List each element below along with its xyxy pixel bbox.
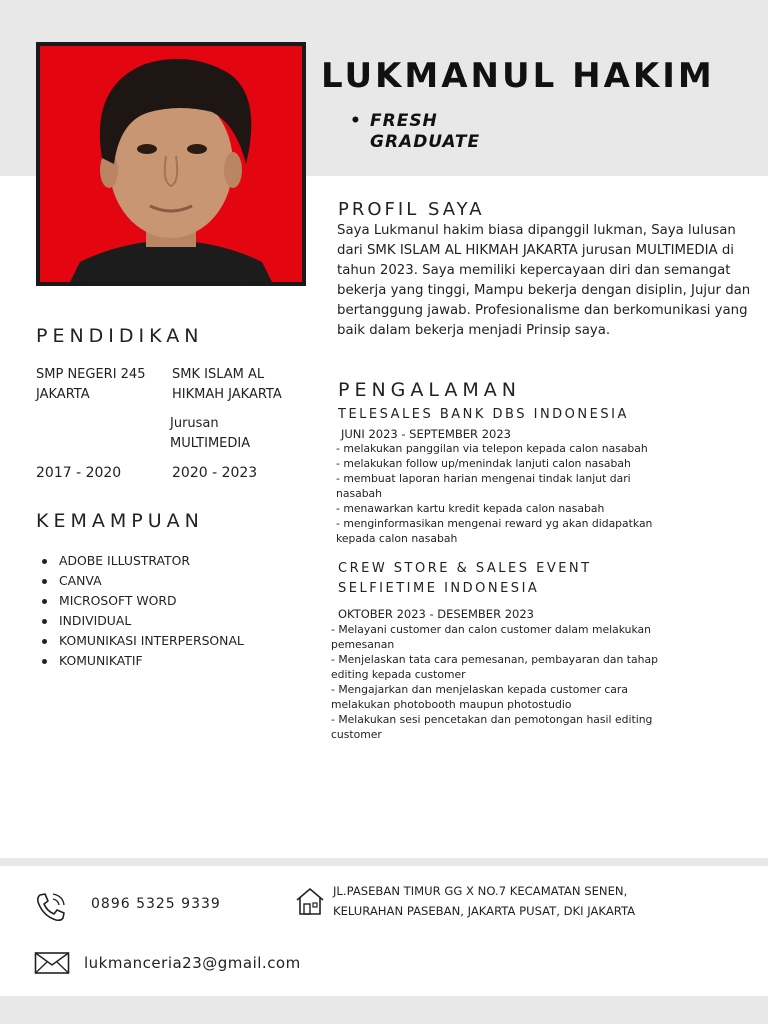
education-heading: PENDIDIKAN [36, 325, 204, 347]
contact-phone[interactable]: 0896 5325 9339 [91, 896, 221, 912]
skill-item: INDIVIDUAL [36, 611, 244, 631]
school-2-years: 2020 - 2023 [172, 465, 258, 481]
skill-item: ADOBE ILLUSTRATOR [36, 551, 244, 571]
address-line-2: KELURAHAN PASEBAN, JAKARTA PUSAT, DKI JAKARTA [333, 904, 636, 918]
mail-icon [34, 951, 70, 975]
school-2-line-2: HIKMAH JAKARTA [172, 387, 282, 402]
major-line-2: MULTIMEDIA [170, 436, 251, 451]
candidate-name: LUKMANUL HAKIM [321, 56, 715, 96]
job-2-period: OKTOBER 2023 - DESEMBER 2023 [338, 607, 534, 621]
school-2-line-1: SMK ISLAM AL [172, 367, 265, 382]
role-line-2: GRADUATE [370, 132, 481, 152]
job-1-duty-line: - membuat laporan harian mengenai tindak lanjut dari [336, 472, 631, 485]
education-school-2 [172, 365, 282, 405]
education-major [170, 414, 250, 454]
skills-list [36, 551, 244, 671]
job-2-duties [331, 622, 756, 742]
job-2-duty-line: editing kepada customer [331, 668, 466, 681]
address-line-1: JL.PASEBAN TIMUR GG X NO.7 KECAMATAN SENEN, [333, 884, 628, 898]
job-1-duty-line: kepada calon nasabah [336, 532, 458, 545]
profile-heading: PROFIL SAYA [338, 199, 485, 220]
school-1-years: 2017 - 2020 [36, 465, 122, 481]
profile-photo [36, 42, 306, 286]
skill-item: MICROSOFT WORD [36, 591, 244, 611]
education-school-1 [36, 365, 145, 405]
job-2-duty-line: melakukan photobooth maupun photostudio [331, 698, 572, 711]
job-1-title: TELESALES BANK DBS INDONESIA [338, 407, 629, 422]
contact-email[interactable]: lukmanceria23@gmail.com [84, 954, 301, 972]
school-1-line-1: SMP NEGERI 245 [36, 367, 146, 382]
job-2-title-line-2: SELFIETIME INDONESIA [338, 581, 540, 596]
job-1-duty-line: - melakukan follow up/menindak lanjuti calon nasabah [336, 457, 631, 470]
role-line-1: FRESH [370, 111, 438, 131]
job-2-title-line-1: CREW STORE & SALES EVENT [338, 561, 592, 576]
job-1-duties [336, 441, 756, 546]
contact-address [333, 881, 635, 921]
phone-icon [34, 890, 68, 924]
bullet-icon: • [350, 111, 362, 131]
job-2-duty-line: - Melayani customer dan calon customer dalam melakukan [331, 623, 652, 636]
profile-text: Saya Lukmanul hakim biasa dipanggil lukman, Saya lulusan dari SMK ISLAM AL HIKMAH JAKARTA jurusan MULTIMEDIA di tahun 2023. Saya memiliki kepercayaan diri dan semangat bekerja yang tinggi, Mampu bekerja dengan disiplin, Jujur dan bertanggung jawab. Profesionalisme dan berkomunikasi yang baik dalam bekerja menjadi Prinsip saya. [337, 223, 751, 338]
person-photo-illustration [40, 46, 302, 282]
experience-heading: PENGALAMAN [338, 379, 522, 401]
job-2-duty-line: pemesanan [331, 638, 395, 651]
job-1-duty-line: - menawarkan kartu kredit kepada calon nasabah [336, 502, 605, 515]
job-2-duty-line: - Melakukan sesi pencetakan dan pemotongan hasil editing [331, 713, 653, 726]
home-icon [294, 885, 326, 917]
skill-item: KOMUNIKATIF [36, 651, 244, 671]
skill-item: KOMUNIKASI INTERPERSONAL [36, 631, 244, 651]
skills-heading: KEMAMPUAN [36, 510, 204, 532]
major-line-1: Jurusan [170, 416, 219, 431]
skill-item: CANVA [36, 571, 244, 591]
job-1-duty-line: nasabah [336, 487, 383, 500]
job-1-duty-line: - melakukan panggilan via telepon kepada calon nasabah [336, 442, 648, 455]
job-2-duty-line: - Mengajarkan dan menjelaskan kepada customer cara [331, 683, 628, 696]
job-2-duty-line: - Menjelaskan tata cara pemesanan, pembayaran dan tahap [331, 653, 658, 666]
job-1-period: JUNI 2023 - SEPTEMBER 2023 [341, 427, 511, 441]
school-1-line-2: JAKARTA [36, 387, 90, 402]
candidate-role [352, 111, 510, 153]
job-1-duty-line: - menginformasikan mengenai reward yg akan didapatkan [336, 517, 653, 530]
job-2-duty-line: customer [331, 728, 382, 741]
